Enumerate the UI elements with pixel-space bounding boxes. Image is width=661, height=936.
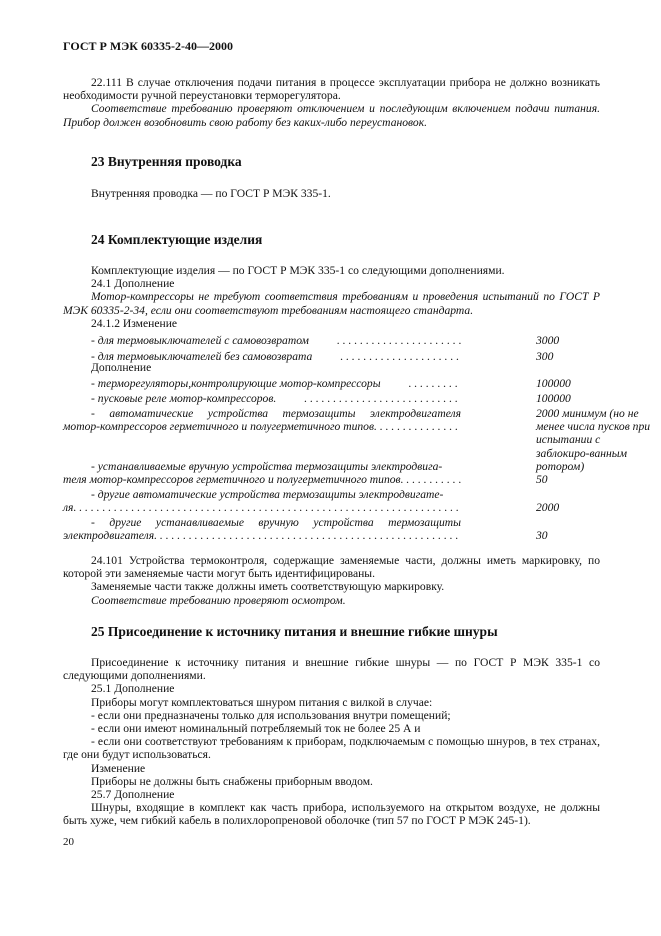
document-header: ГОСТ Р МЭК 60335-2-40—2000 (63, 39, 233, 53)
clause-heading: 25.1 Дополнение (91, 682, 175, 696)
list-item (63, 460, 600, 486)
paragraph: Шнуры, входящие в комплект как часть прибора, используемого на открытом воздухе, не должны быть хуже, чем гибкий кабель в полихлоропреновой оболочке (тип 57 по ГОСТ Р МЭК 245-1). (63, 801, 600, 828)
section-23-title: 23 Внутренняя проводка (91, 154, 242, 169)
item-label: электродвигателя (63, 529, 155, 543)
item-value: 50 (536, 473, 548, 486)
item-label: - для термовыключателей без самовозврата (91, 350, 313, 363)
item-label: - устанавливаемые вручную устройства термозащиты электродвига- (91, 460, 443, 473)
list-item: - если они соответствуют требованиям к приборам, подключаемым с помощью шнуров, в тех странах, где они будут использоваться. (63, 735, 600, 762)
clause-heading: Дополнение (91, 361, 152, 374)
item-label: - другие устанавливаемые вручную устройства термозащиты (91, 516, 461, 529)
paragraph: Приборы могут комплектоваться шнуром питания с вилкой в случае: (91, 695, 433, 709)
paragraph: Присоединение к источнику питания и внешние гибкие шнуры — по ГОСТ Р МЭК 335-1 со следующими дополнениями. (63, 656, 600, 683)
item-value: 2000 минимум (но не менее числа пусков при испытании с заблокиро-ванным ротором) (536, 407, 651, 473)
paragraph: Комплектующие изделия — по ГОСТ Р МЭК 335-1 со следующими дополнениями. (91, 264, 505, 277)
item-label: - терморегуляторы,контролирующие мотор-компрессоры (91, 377, 381, 390)
section-24-101 (63, 554, 600, 607)
item-label: теля мотор-компрессоров герметичного и полугерметичного типов (63, 473, 401, 487)
list-item (63, 392, 600, 405)
list-item (63, 334, 600, 347)
item-label: - для термовыключателей с самовозвратом (91, 334, 309, 347)
paragraph: Приборы не должны быть снабжены приборным вводом. (91, 774, 373, 788)
clause-heading: 24.1.2 Изменение (91, 316, 178, 330)
item-value: 30 (536, 529, 548, 542)
paragraph: 24.101 Устройства термоконтроля, содержащие заменяемые части, должны иметь маркировку, по которой эти заменяемые части могут быть идентифицированы. (63, 554, 600, 581)
item-value: 2000 (536, 501, 560, 514)
paragraph: 22.111 В случае отключения подачи питания в процессе эксплуатации прибора не должно возникать необходимости ручной переустановки терморегулятора. (63, 76, 600, 103)
paragraph-compliance: Соответствие требованию проверяют отключением и последующим включением подачи питания. Прибор должен возобновить свою работу без каких-либо переустановок. (63, 102, 600, 129)
section-24-title: 24 Комплектующие изделия (91, 232, 263, 247)
clause-heading: Изменение (91, 761, 146, 775)
item-label: мотор-компрессоров герметичного и полугерметичного типов (63, 420, 375, 434)
clause-heading: 25.7 Дополнение (91, 788, 175, 802)
paragraph: Заменяемые части также должны иметь соответствующую маркировку. (91, 580, 445, 594)
section-25-body (63, 656, 600, 828)
paragraph: Внутренняя проводка — по ГОСТ Р МЭК 335-1. (91, 187, 331, 200)
item-value: 100000 (536, 377, 571, 390)
list-item (63, 516, 600, 542)
section-25-title: 25 Присоединение к источнику питания и внешние гибкие шнуры (91, 624, 498, 639)
paragraph: Мотор-компрессоры не требуют соответствия требованиям и проведения испытаний по ГОСТ Р МЭК 60335-2-34, если они соответствуют требованиям настоящего стандарта. (63, 290, 600, 317)
paragraph-compliance: Соответствие требованию проверяют осмотром. (91, 593, 346, 607)
item-value: 3000 (536, 334, 560, 347)
item-label: - другие автоматические устройства термозащиты электродвигате- (91, 488, 444, 501)
item-value: 100000 (536, 392, 571, 405)
item-label: - пусковые реле мотор-компрессоров. (91, 392, 277, 405)
item-value: 300 (536, 350, 554, 363)
section-22-111 (63, 76, 600, 129)
item-label: - автоматические устройства термозащиты электродвигателя (91, 407, 461, 420)
clause-heading: 24.1 Дополнение (91, 277, 175, 291)
section-24-body (63, 264, 600, 330)
item-label: ля (63, 501, 74, 515)
list-item (63, 488, 600, 514)
list-item (63, 377, 600, 390)
page-number: 20 (63, 836, 74, 848)
list-item: - если они предназначены только для использования внутри помещений; (91, 708, 451, 722)
list-item: - если они имеют номинальный потребляемый ток не более 25 А и (91, 722, 421, 736)
